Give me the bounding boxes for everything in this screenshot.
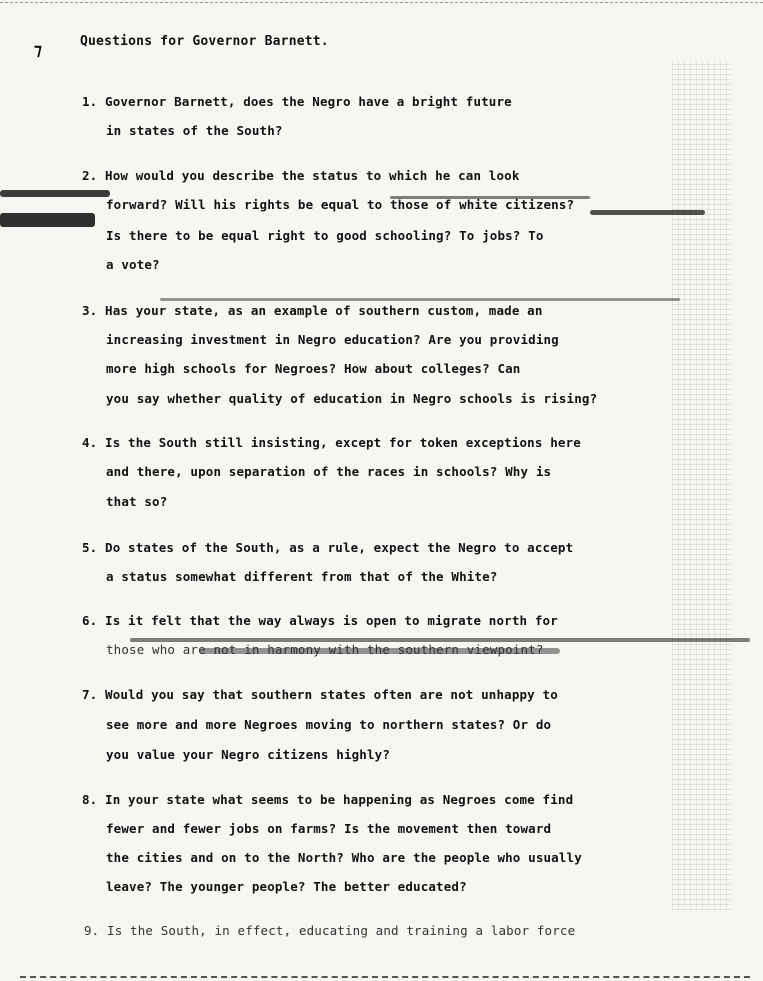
question-3-line-1: 3. Has your state, as an example of southern custom, made an (82, 303, 543, 318)
question-3-line-3: more high schools for Negroes? How about colleges? Can (106, 361, 521, 376)
question-8-line-2: fewer and fewer jobs on farms? Is the movement then toward (106, 821, 552, 836)
question-4-line-2: and there, upon separation of the races in schools? Why is (106, 464, 552, 479)
question-8-line-4: leave? The younger people? The better educated? (106, 879, 467, 894)
question-7-line-2: see more and more Negroes moving to northern states? Or do (106, 717, 552, 732)
question-2-line-1: 2. How would you describe the status to which he can look (82, 168, 520, 183)
top-edge-dashes (0, 2, 763, 3)
question-4-line-1: 4. Is the South still insisting, except for token exceptions here (82, 435, 581, 450)
question-6-line-1: 6. Is it felt that the way always is open to migrate north for (82, 613, 558, 628)
bottom-edge-dashes (20, 976, 750, 978)
question-7-line-3: you value your Negro citizens highly? (106, 747, 390, 762)
question-5-line-1: 5. Do states of the South, as a rule, expect the Negro to accept (82, 540, 574, 555)
question-1-line-1: 1. Governor Barnett, does the Negro have a bright future (82, 94, 512, 109)
question-8-line-3: the cities and on to the North? Who are the people who usually (106, 850, 582, 865)
question-6-line-2: those who are not in harmony with the southern viewpoint? (106, 642, 544, 657)
question-2-line-2: forward? Will his rights be equal to those of white citizens? (106, 197, 575, 212)
scan-smudge (160, 298, 680, 301)
question-4-line-3: that so? (106, 494, 168, 509)
question-7-line-1: 7. Would you say that southern states often are not unhappy to (82, 687, 558, 702)
scan-smudge (0, 213, 95, 227)
question-3-line-2: increasing investment in Negro education? Are you providing (106, 332, 559, 347)
scan-smudge (590, 210, 705, 215)
question-3-line-4: you say whether quality of education in Negro schools is rising? (106, 391, 598, 406)
corner-mark: ⁊ (34, 40, 42, 59)
question-5-line-2: a status somewhat different from that of the White? (106, 569, 498, 584)
scan-noise (672, 60, 732, 910)
question-2-line-3: Is there to be equal right to good schooling? To jobs? To (106, 228, 544, 243)
page-title: Questions for Governor Barnett. (80, 34, 329, 49)
question-8-line-1: 8. In your state what seems to be happening as Negroes come find (82, 792, 574, 807)
scan-smudge (0, 190, 110, 197)
question-1-line-2: in states of the South? (106, 123, 283, 138)
question-2-line-4: a vote? (106, 257, 160, 272)
question-9-line-1: 9. Is the South, in effect, educating and training a labor force (84, 923, 576, 938)
